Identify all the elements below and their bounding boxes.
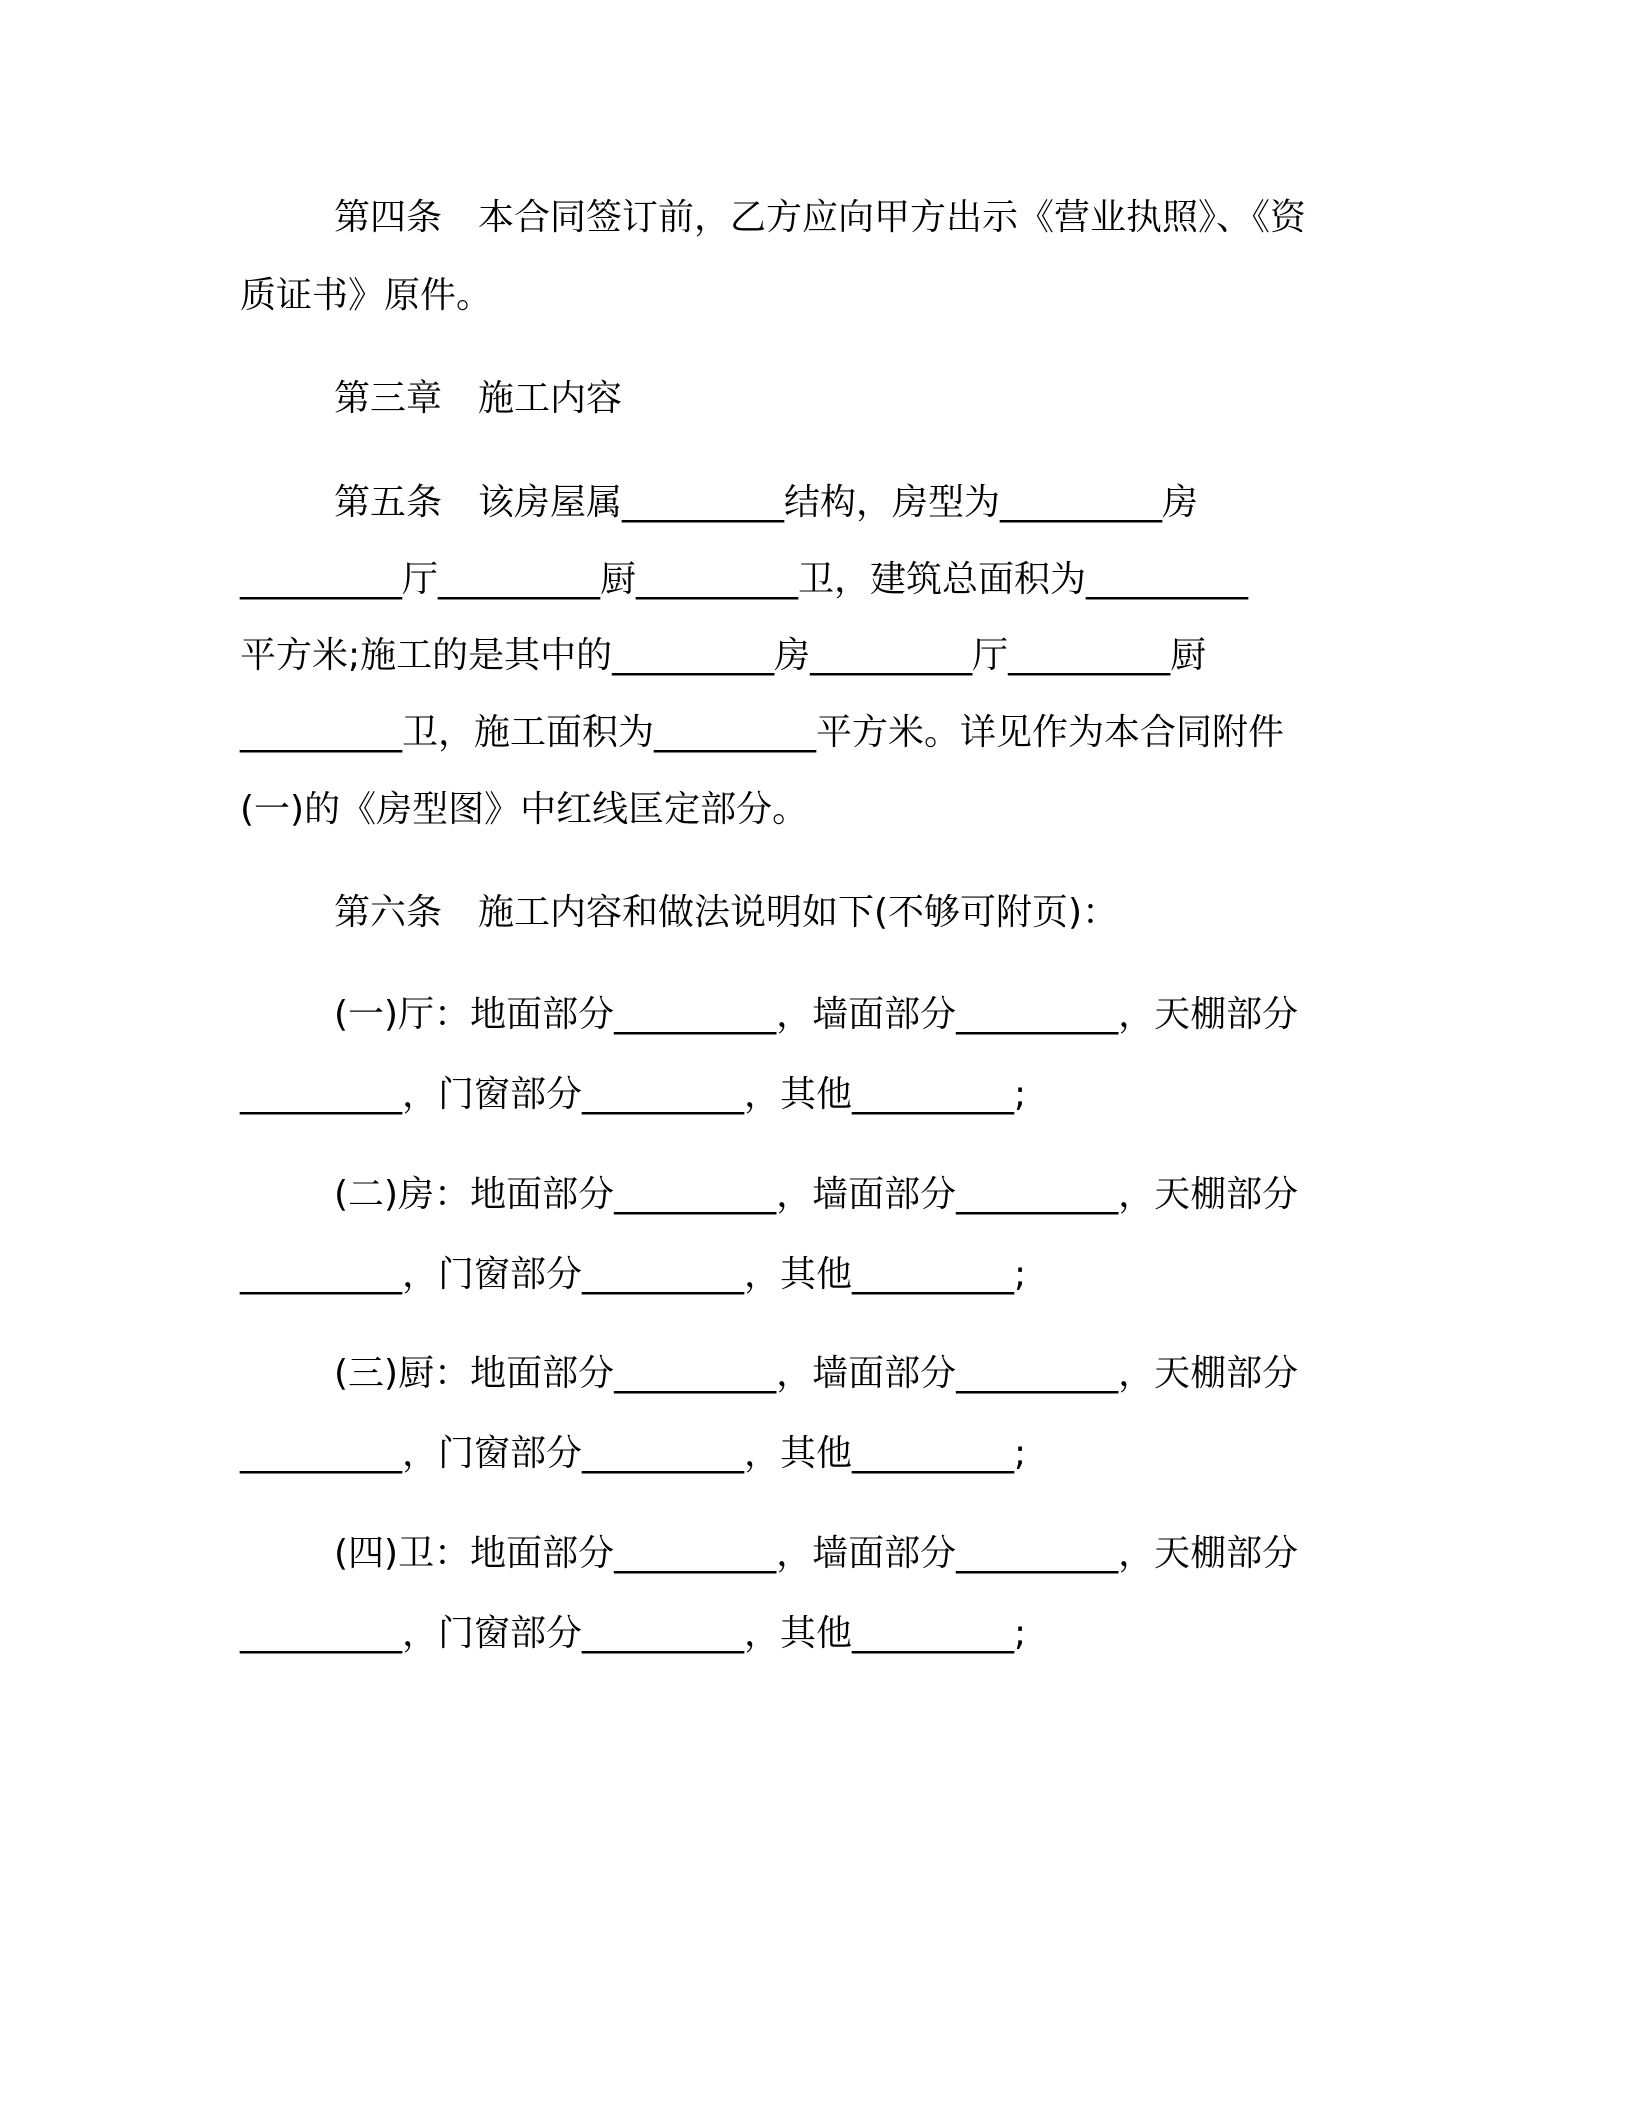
article-5-line-5: (一)的《房型图》中红线匡定部分。 — [240, 789, 809, 830]
article-5-line-2: _________厅_________厨_________卫，建筑总面积为_________ — [240, 559, 1249, 600]
item-2-line-1: (二)房：地面部分_________，墙面部分_________，天棚部分 — [334, 1174, 1299, 1215]
item-2-line-2: _________，门窗部分_________，其他_________; — [240, 1254, 1027, 1295]
article-5-line-4: _________卫，施工面积为_________平方米。详见作为本合同附件 — [240, 712, 1285, 753]
article-5-line-3: 平方米;施工的是其中的_________房_________厅_________厨 — [240, 635, 1207, 676]
item-4-line-1: (四)卫：地面部分_________，墙面部分_________，天棚部分 — [334, 1533, 1299, 1574]
article-4-line-1: 第四条 本合同签订前，乙方应向甲方出示《营业执照》、《资 — [334, 197, 1307, 238]
article-5-line-1: 第五条 该房屋属_________结构，房型为_________房 — [334, 482, 1199, 523]
item-1-line-1: (一)厅：地面部分_________，墙面部分_________，天棚部分 — [334, 994, 1299, 1035]
article-6-line-1: 第六条 施工内容和做法说明如下(不够可附页)： — [334, 892, 1119, 933]
item-4-line-2: _________，门窗部分_________，其他_________; — [240, 1613, 1027, 1654]
item-3-line-1: (三)厨：地面部分_________，墙面部分_________，天棚部分 — [334, 1353, 1299, 1394]
item-3-line-2: _________，门窗部分_________，其他_________; — [240, 1433, 1027, 1474]
chapter-3-heading: 第三章 施工内容 — [334, 378, 623, 419]
article-4-line-2: 质证书》原件。 — [240, 275, 493, 316]
item-1-line-2: _________，门窗部分_________，其他_________; — [240, 1074, 1027, 1115]
